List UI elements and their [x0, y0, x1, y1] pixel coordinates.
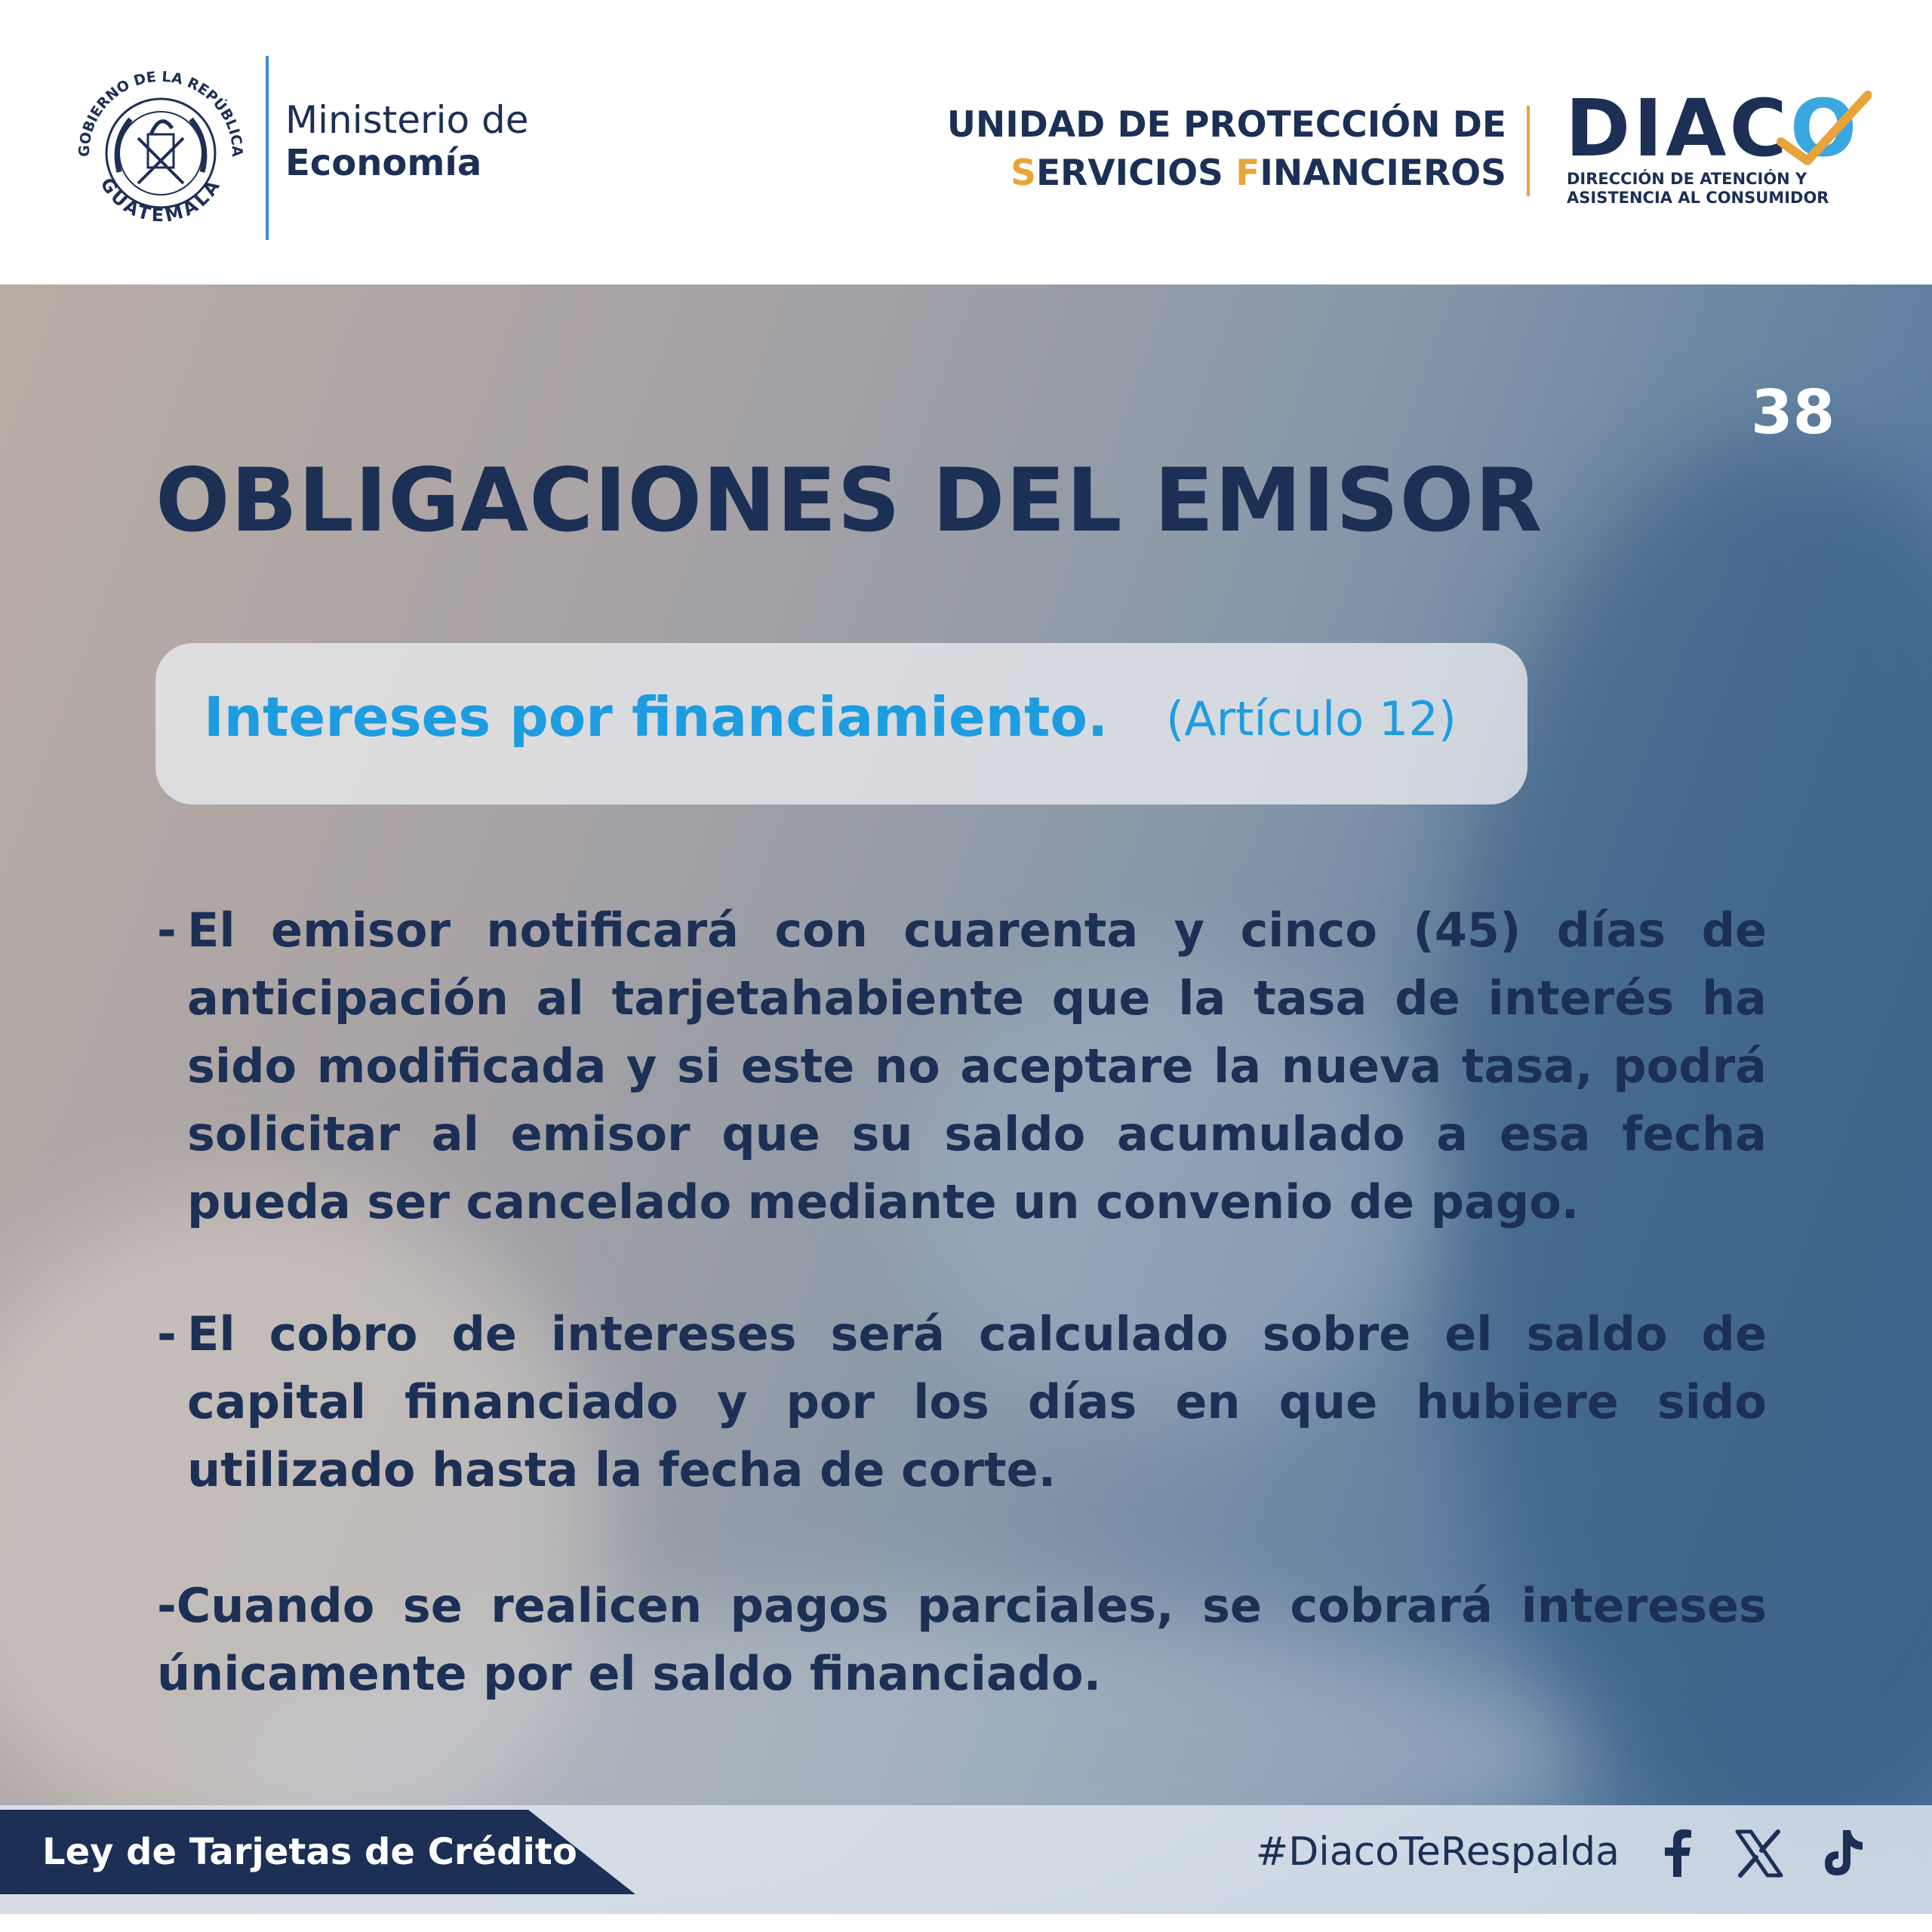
checkmark-icon	[1736, 89, 1872, 172]
subtitle-article: (Artículo 12)	[1166, 691, 1457, 746]
facebook-icon[interactable]	[1651, 1827, 1704, 1880]
diaco-logo-letters: DIAC	[1565, 82, 1790, 174]
page-number: 38	[1751, 377, 1835, 448]
point-3-text: -Cuando se realicen pagos parciales, se cobrará intereses únicamente por el saldo financiado.	[157, 1578, 1767, 1701]
point-2-dash: -	[157, 1306, 177, 1361]
guatemala-seal-icon	[66, 59, 255, 248]
svg-text:GOBIERNO DE LA REPÚBLICA: GOBIERNO DE LA REPÚBLICA	[75, 68, 246, 158]
diaco-subtitle-line2: ASISTENCIA AL CONSUMIDOR	[1567, 189, 1829, 207]
footer-bottom-strip	[0, 1914, 1932, 1932]
x-icon[interactable]	[1733, 1827, 1786, 1880]
footer-law-title: Ley de Tarjetas de Crédito	[42, 1831, 577, 1873]
unit-word-financieros: INANCIEROS	[1260, 152, 1506, 194]
svg-text:GUATEMALA: GUATEMALA	[96, 174, 226, 226]
footer-hashtag[interactable]: #DiacoTeRespalda	[1255, 1829, 1620, 1875]
diaco-subtitle-line1: DIRECCIÓN DE ATENCIÓN Y	[1567, 170, 1807, 188]
header	[0, 0, 1932, 285]
diaco-divider	[1527, 106, 1530, 196]
unit-name-line1: UNIDAD DE PROTECCIÓN DE	[946, 104, 1506, 146]
tiktok-icon[interactable]	[1816, 1827, 1869, 1880]
page-title: OBLIGACIONES DEL EMISOR	[155, 450, 1543, 552]
unit-initial-s: S	[1011, 152, 1036, 194]
unit-name-line2	[1011, 152, 1506, 194]
ministry-name-line1: Ministerio de	[285, 98, 529, 142]
unit-initial-f: F	[1235, 152, 1260, 194]
point-1-dash: -	[157, 903, 177, 958]
point-1-text: El emisor notificará con cuarenta y cinco (45) días de anticipación al tarjetahabiente que la tasa de interés ha sido modificada y si este no aceptare la nueva tasa, podrá solicitar al emisor que su saldo acumulado a esa fecha pueda ser cancelado mediante un convenio de pago.	[187, 903, 1767, 1229]
diaco-logo-o: O	[1789, 82, 1860, 174]
point-2-text: El cobro de intereses será calculado sobre el saldo de capital financiado y por los días en que hubiere sido utilizado hasta la fecha de corte.	[187, 1306, 1767, 1497]
ministry-divider	[266, 56, 269, 240]
subtitle-heading: Intereses por financiamiento.	[204, 685, 1109, 749]
unit-word-servicios: ERVICIOS	[1035, 152, 1236, 194]
ministry-name-line2: Economía	[285, 142, 482, 184]
